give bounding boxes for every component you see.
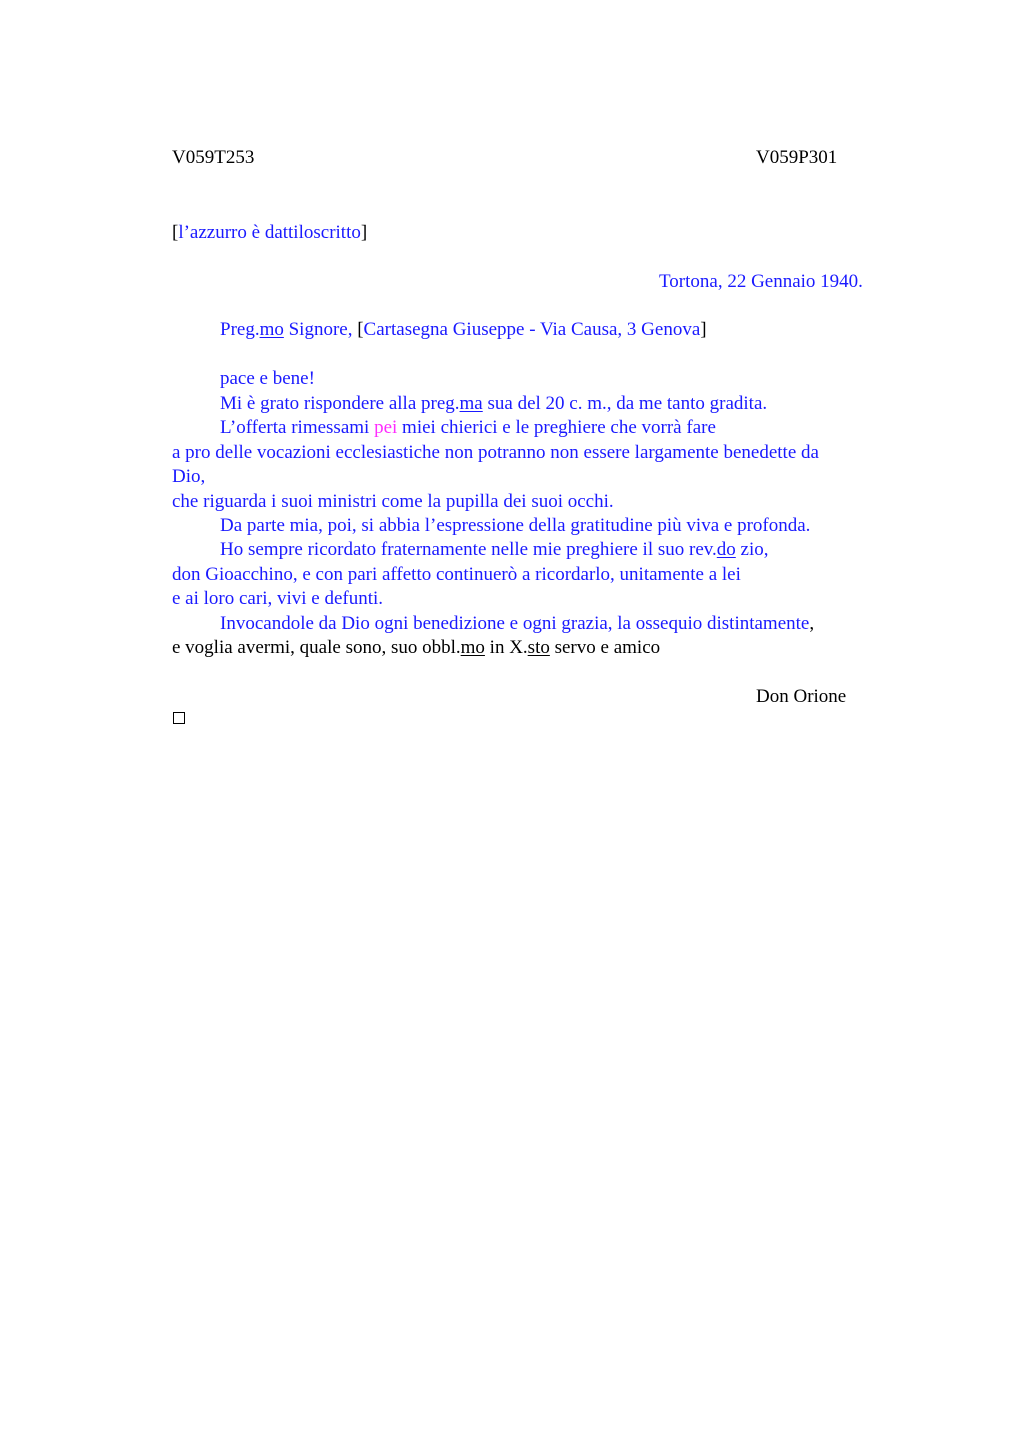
body-line-9: don Gioacchino, e con pari affetto continuerò a ricordarlo, unitamente a lei [172,564,741,585]
body-line-11-typed: Invocandole da Dio ogni benedizione e ogni grazia, la ossequio distintamente [220,613,810,634]
body-line-5: Dio, [172,466,206,487]
body-line-3-pre: L’offerta rimessami [220,417,375,438]
checkbox-icon [173,712,185,724]
body-line-3-post: miei chierici e le preghiere che vorrà fare [397,417,716,438]
body-line-4: a pro delle vocazioni ecclesiastiche non potranno non essere largamente benedette da [172,442,819,463]
signature: Don Orione [756,686,847,707]
recipient-address: Cartasegna Giuseppe - Via Causa, 3 Genova [363,319,701,340]
closing-post: servo e amico [549,637,661,658]
body-line-11 [220,612,814,636]
salutation-pre: Preg. [220,319,260,340]
note-text: l’azzurro è dattiloscritto [178,222,361,243]
body-line-2 [220,392,767,416]
closing-abbr-1: mo [460,637,485,658]
body-line-8 [220,538,769,562]
salutation [220,318,707,342]
transcription-note [172,221,367,245]
closing-abbr-2: sto [527,637,550,658]
note-close-bracket: ] [360,222,368,243]
body-line-6: che riguarda i suoi ministri come la pupilla dei suoi occhi. [172,491,614,512]
body-line-8-abbr: do [716,539,736,560]
body-line-2-pre: Mi è grato rispondere alla preg. [220,393,460,414]
address-close-bracket: ] [700,319,707,340]
doc-code-right: V059P301 [756,147,838,168]
closing-mid: in X. [484,637,528,658]
closing-line [172,636,660,660]
salutation-abbr: mo [259,319,284,340]
body-line-8-post: zio, [735,539,769,560]
note-open-bracket: [ [172,222,179,243]
body-line-10: e ai loro cari, vivi e defunti. [172,588,384,609]
doc-code-left: V059T253 [172,147,255,168]
letter-date: Tortona, 22 Gennaio 1940. [659,271,863,292]
correction-word: pei [374,417,398,438]
salutation-post: Signore, [283,319,358,340]
body-line-8-pre: Ho sempre ricordato fraternamente nelle mie preghiere il suo rev. [220,539,717,560]
body-line-2-abbr: ma [459,393,483,414]
body-line-2-post: sua del 20 c. m., da me tanto gradita. [482,393,768,414]
body-line-3 [220,416,716,440]
closing-pre: e voglia avermi, quale sono, suo obbl. [172,637,461,658]
greeting-line: pace e bene! [220,368,315,389]
address-open-bracket: [ [357,319,364,340]
body-line-7: Da parte mia, poi, si abbia l’espressione della gratitudine più viva e profonda. [220,515,811,536]
body-line-11-handwritten: , [809,613,815,634]
